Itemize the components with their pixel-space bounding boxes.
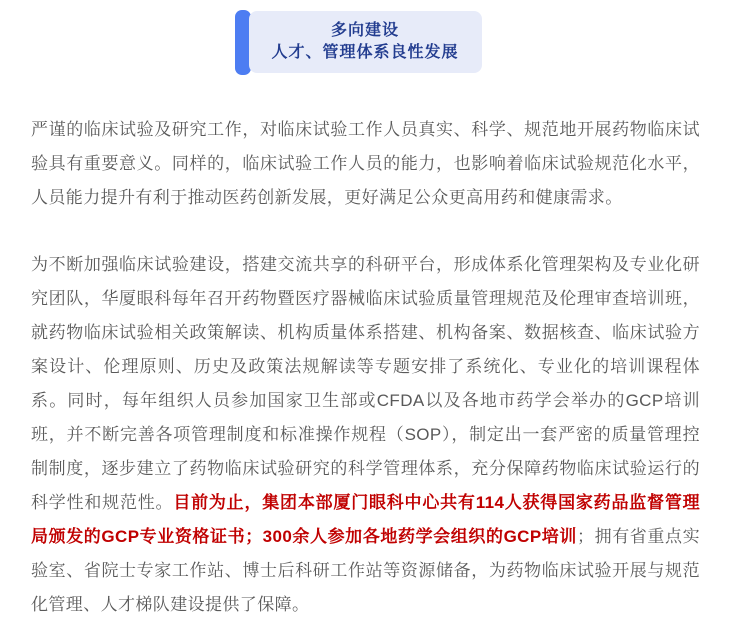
paragraph-main-tail: ；拥有省重点实验室、省院士专家工作站、博士后科研工作站等资源储备，为药物临床试验开展与规范化管理、人才梯队建设提供了保障。 — [31, 527, 700, 614]
paragraph-main-text: 为不断加强临床试验建设，搭建交流共享的科研平台，形成体系化管理架构及专业化研究团队，华厦眼科每年召开药物暨医疗器械临床试验质量管理规范及伦理审查培训班，就药物临床试验相关政策解读、机构质量体系搭建、机构备案、数据核查、临床试验方案设计、伦理原则、历史及政策法规解读等专题安排了系统化、专业化的培训课程体系。同时，每年组织人员参加国家卫生部或CFDA以及各地市药学会举办的GCP培训班，并不断完善各项管理制度和标准操作规程（SOP），制定出一套严密的质量管理控制制度，逐步建立了药物临床试验研究的科学管理体系，充分保障药物临床试验运行的科学性和规范性。 — [31, 255, 700, 512]
section-title-box — [249, 11, 482, 73]
section-title-line2: 人才、管理体系良性发展 — [271, 44, 459, 61]
section-title-badge — [249, 11, 482, 73]
section-title-line1: 多向建设 — [330, 22, 399, 39]
paragraph-intro: 严谨的临床试验及研究工作，对临床试验工作人员真实、科学、规范地开展药物临床试验具有重要意义。同样的，临床试验工作人员的能力，也影响着临床试验规范化水平，人员能力提升有利于推动医药创新发展，更好满足公众更高用药和健康需求。 — [31, 120, 700, 207]
article-body — [0, 73, 730, 628]
paragraph-main-highlight: 目前为止，集团本部厦门眼科中心共有114人获得国家药品监督管理局颁发的GCP专业资格证书；300余人参加各地药学会组织的GCP培训 — [31, 493, 701, 546]
paragraph-main — [31, 248, 700, 622]
article-header — [0, 0, 730, 73]
